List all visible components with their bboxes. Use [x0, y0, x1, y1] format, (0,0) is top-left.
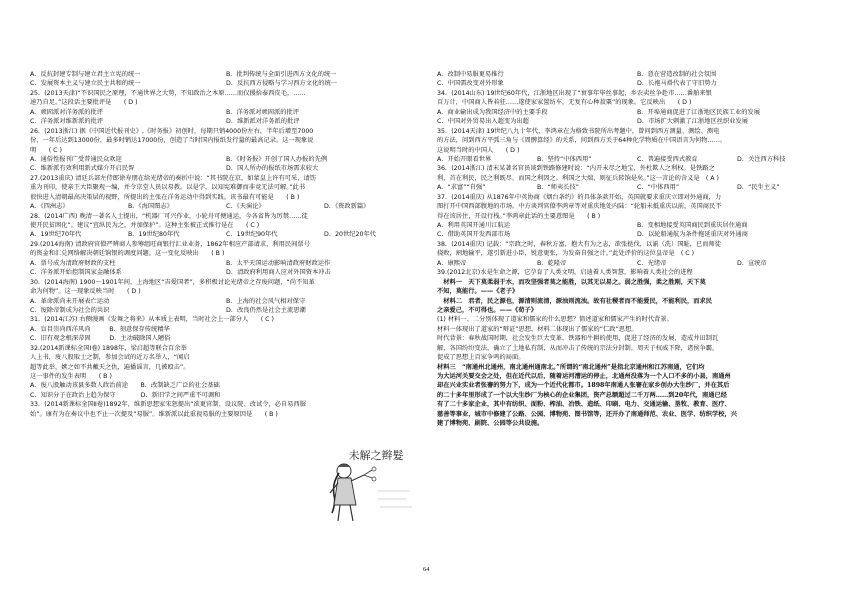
option-d: D．关注西方科技 [737, 155, 786, 163]
text-line: (1) 材料一、二分别体现了道家和儒家的什么思想？简述道家和儒家产生的时代背景。 [437, 316, 673, 324]
option-d: D．宣统帝 [737, 259, 767, 267]
cartoon-figure-icon [318, 443, 418, 529]
option-a: C．中国需改变对外形象 [437, 80, 504, 88]
options-row [437, 79, 837, 88]
text-line: A．废八股触动该县多数人政治前途 B．改制缺乏广泛的社会基础 [30, 382, 220, 390]
text-line: 33．(2014新课标全国Ⅱ卷)1892年，维新思想家宋恕提出“欲更官制、设议院、改试令，必自易西服 [30, 401, 306, 409]
options-row [437, 155, 837, 164]
option-a: A．19世纪70年代 [30, 231, 82, 239]
text-line: 这一事件的发生表明 ( B ) [30, 373, 112, 380]
option-c: C．“中体西用” [637, 184, 680, 192]
options-row [30, 70, 422, 79]
text-line: 32.(2014新课标全国Ⅰ卷) 1898年，梁启超等联合百余举 [30, 344, 187, 352]
text-line: 材料二 君者，民之源也，源清则流清，源浊则流浊。故有社稷者而不能爱民，不能利民，而求民 [437, 297, 712, 305]
text-line: 这说明当时的中国人 ( D ) [437, 146, 520, 154]
option-b: D．反抗西方侵略与学习西方文化的统一 [226, 80, 338, 88]
text-line: 利，首在利民，民之利既尽，而国之利因之。利国之大端，则征兵转饷是矣。”这一言论的含义是 ( A ) [437, 174, 719, 182]
text-line: 材料三 “南通州北通州，南北通州通南北。”所谓的“南北通州”是指北京通州和江苏南通，它们均 [437, 363, 705, 371]
options-row [30, 117, 422, 126]
option-a: A．商业输出成为我国经济中的主要手段 [437, 108, 548, 116]
text-line: 27.(2013重庆) 清廷兵部左侍郎徐寿朋在给光绪帝的奏折中说：“其书院在京，如蒙皇上许有可采，请饬 [30, 174, 316, 182]
option-a: C．废除帝制成为社会的共识 [30, 306, 110, 314]
option-a: A．康熙帝 [437, 259, 467, 267]
text-line: 使开民贫困化”。建议“宜纵民为之，并加保护”。这种主张被正式推行是在 ( C ) [30, 222, 260, 229]
text-line: 命为何物”。这一现象反映当时 ( D ) [30, 288, 141, 296]
text-line: 28．(2014广西) 晚清一著名人士提出，“机器厂可兴作业，小轮舟可便通运，今各省皆为厉禁……徒 [30, 212, 308, 220]
text-line: 31．(2014江苏) 右侧漫画《发舞之将来》从本质上表明，当时社会上一部分人 ( C ) [30, 316, 274, 324]
options-row [30, 259, 422, 268]
text-line: 38．(2014重庆) 记载：“宗政之时，春秋方富，抱大有为之志，欲张挞伐，以湔（洗）国耻，已而师徒 [437, 240, 721, 248]
right-column [437, 70, 837, 429]
text-line: 26．(2013浙江) 据《中国近代报刊史》,《时务报》初创时，每期只销4000份左右，半年后增至7000 [30, 127, 314, 135]
option-a: A．革命派尚未开展表亡运动 [30, 297, 110, 305]
option-b: B．开埠通商促进了江浙地区民族工业的发展 [637, 108, 761, 116]
options-row [437, 221, 837, 230]
left-column [30, 70, 422, 419]
options-row [437, 183, 837, 192]
option-b: B．《时务报》开创了国人办报的先例 [226, 155, 328, 163]
option-d: D．《资政新篇》 [324, 203, 370, 211]
options-row [437, 70, 837, 79]
options-row [30, 230, 422, 239]
option-b: D．市场扩大刺激了江浙地区丝织业发展 [637, 118, 749, 126]
option-b: B．意在营造改制的社会氛围 [637, 71, 717, 78]
text-line: 39.(2012北京)水是生命之源，它孕育了人类文明，启迪着人类智慧，影响着人类社会的进程 [437, 269, 693, 277]
options-row [30, 297, 422, 306]
option-d: D．20世纪20年代 [324, 231, 376, 239]
option-b: B．19世纪80年代 [128, 231, 180, 239]
text-line: 超等此举，嫉之如不共戴天之仇，遍播谣言，几被殴击”。 [30, 363, 190, 371]
option-b: D．国人所办的报纸市场需求较大 [226, 165, 319, 173]
option-a: C．发展资本主义与建立民主共和的统一 [30, 80, 141, 88]
text-line: 材料一 天下莫柔弱于水，而攻坚强者莫之能胜，以其无以易之。弱之胜强，柔之胜刚，天下莫 [437, 278, 706, 286]
option-a: A．“求富”“自强” [437, 184, 486, 192]
option-c: C．光绪帝 [637, 259, 667, 267]
text-line: 34．(2014山东) 19世纪60年代，江浙地区出现了“衰事年毕丝事起，乡农卖丝争赴市……番舶来银 [437, 89, 712, 97]
options-row [30, 79, 422, 88]
text-line: 图打开中国西部腹地的市场。中方谈判官僚李鸿章等对重庆地处内陆：“轮船未抵重庆以前，英国商民不 [437, 203, 722, 211]
option-d: D．“民生主义” [737, 184, 780, 192]
option-a: C．洋务派开始控制国家金融体系 [30, 269, 122, 277]
option-c: C．19世纪90年代 [226, 231, 278, 239]
text-line: 25．(2013天津)“不识国民之原理，不通世界之大势，不知政治之本原……而仅援拾泰西皮毛，…… [30, 89, 306, 97]
option-a: A．顽固派对洋务派的批评 [30, 108, 104, 116]
page-number: 64 [423, 566, 430, 573]
text-line: 却在兴业实业者张謇的努力下，成为一个近代化都市。1898年南通人张謇在家乡创办大生纱厂，并在其后 [437, 382, 730, 390]
text-line: 速乃自足。”这段话主要批评是 ( D ) [30, 99, 138, 107]
text-line: 得在该居住，开设行栈。”李鸿章此话的主要意图是 ( B ) [437, 212, 601, 220]
option-b: B．坚持“中体西用” [537, 155, 592, 163]
text-line: 促成了思想上百家争鸣的局面。 [437, 354, 525, 362]
options-row [30, 268, 422, 277]
text-line: 有了二十多家企业，其中有纺织、面粉、榨油、冶铁、造纸、印刷、电力、交通运输、垦牧、教育、医疗、 [437, 401, 731, 409]
text-line: C．知识分子在政治上趋为保守 D．新旧学之间严重不可调和 [30, 391, 221, 399]
text-line: A．盲目崇尚西洋风尚 B．刻意保存传统精华 [30, 325, 170, 333]
text-line: 的方法，问到西方平弧三角与《周髀算经》的关系，问到西方关于64种化学物质在中国语言为何物……。 [437, 137, 727, 145]
option-a: C．洋务派对维新派的批评 [30, 118, 104, 126]
text-line: 慈善等事业，城市中修建了公路、公园、博物苑、图书馆等，还开办了南通师范、农业、医学、纺织学校，兴 [437, 410, 737, 418]
option-b: B．乾隆帝 [537, 259, 567, 267]
option-a: A．开始开眼看世界 [437, 155, 492, 163]
text-line: 30．(2014海南) 1900～1901年间，上海地区“吉爱国者”，多积极讨论光绪帝之存废问题，“尚不知革 [30, 278, 315, 286]
text-line: 36．(2014浙江) 清末某著名官员谈到铁路修建时说：“内开未尽之地宝，外杜欺人之利权。是铁路之 [437, 165, 715, 173]
text-line: C．旧有观念根深蒂固 D．主动破除国人陋俗 [30, 335, 171, 343]
option-a: A．《四洲志》 [30, 203, 69, 211]
cartoon-title: 未解之辫髮 [348, 449, 404, 462]
option-a: C．借助英国开发西部市场 [437, 231, 511, 239]
options-row [30, 306, 422, 315]
text-line: 解，各国纷纷变法，确立了土地私有制，从而冲击了传统的宗法分封制。周天子权威下降，诸侯争霸， [437, 344, 719, 352]
option-b: D．以轮船通航为条件拖延重庆对外通商 [637, 231, 749, 239]
option-a: C．维新派有效利用新式媒介开启民智 [30, 165, 135, 173]
option-b: D．清政府利用商人应对外国资本冲击 [226, 269, 331, 277]
option-b: D．长袍马褂代表了守旧势力 [637, 80, 717, 88]
option-b: B．太平天国运动影响清政府财政运作 [226, 259, 331, 267]
text-line: 的资金和汇兑网络解决朝廷饷银的调度问题。这一变化反映出 ( B ) [30, 250, 225, 258]
text-line: 份，一年后达到13000份，最多时销达17000份，创造了当时国内报纸发行量的最高记录。这一现象说 [30, 137, 314, 145]
text-line: 的二十多年里形成了一个以大生纱厂为核心的企业集团，资产总额超过二千万两……到20年代，南通已经 [437, 391, 727, 399]
text-line: 37．(2014重庆) 从1876年中英协商《烟台条约》的具体条款开始，英国就要求重庆立即对外通商，力 [437, 193, 722, 201]
options-row [437, 259, 837, 268]
text-line: 不知，莫能行。——《老子》 [437, 288, 519, 296]
text-line: 重为刊印，使亲王大臣聚观一编，并令京堂人员以易教。以是学，以知宪难御而非竞无法可解。”此书 [30, 184, 306, 192]
option-a: A．票号成为清政府财政的支柱 [30, 259, 116, 267]
options-row [30, 155, 422, 164]
option-b: B．《海国图志》 [128, 203, 173, 211]
text-line: 人上书，废八股取士之制，参加会试的近万名举人，“闻启 [30, 354, 190, 362]
option-c: C．《天演论》 [226, 203, 265, 211]
text-line: 材料一体现出了道家的“辩证”思想，材料二体现出了儒家的“仁政”思想。 [437, 325, 638, 333]
option-b: B．上海的社会风气相对保守 [226, 297, 306, 305]
text-line: 建了博物苑、剧院、公园等公共设施。 [437, 420, 544, 428]
option-b: B．“师夷长技” [537, 184, 580, 192]
option-a: A．通俗性报刊广受普通民众欢迎 [30, 155, 122, 163]
options-row [30, 202, 422, 211]
text-line: 为大运河关要交会之处，但在近代以后，随着运河漕运的停止，北通州没落为一个人口不多的小县，南通州 [437, 373, 731, 380]
text-line: 29.(2014海南) 清政府官僚严辨商人参筹组旺商银行汇业业务，1862年相应产部请求，利用民间票号 [30, 240, 310, 248]
option-a: A．反抗封建专制与建立君主立宪的统一 [30, 71, 141, 78]
text-line: 明 ( C ) [30, 146, 62, 154]
text-line: 始”。康有为在奏议中也不止一次提及“易服”。维新派以此重视易服的主要原因是 ( B ) [30, 410, 278, 418]
text-line: 之亲爱己，不可得也。——《荀子》 [437, 306, 537, 314]
options-row [437, 117, 837, 126]
option-b: B．洋务派对顽固派的批评 [226, 108, 300, 116]
text-line: 挠败，割地输平，遂引新进小臣，锐意更张，为发奋自强之计。”此处评价的这位皇帝是 ( C ) [437, 250, 695, 258]
text-line: 百万计，中国商人皆若狂……遂使家家置纺车，无复有心种菽粟”的现象。它反映出 ( D ) [437, 99, 692, 107]
options-row [437, 108, 837, 117]
option-b: D．改良仍然是社会主流思潮 [226, 306, 306, 314]
option-b: B．批判传统与全面引进西方文化的统一 [226, 71, 337, 78]
text-line: 时代背景：春秋战国时期，社会发生巨大变革，铁器和牛耕的使用，促进了经济的发展，造成井田制瓦 [437, 335, 719, 343]
option-a: A．利用英国开通川江航运 [437, 222, 511, 229]
option-b: B．变相地接受英国商民到重庆居住通商 [637, 222, 748, 229]
text-line: 35．(2014天津) 19世纪八九十年代，李鸿章在为格致书院所出考题中，曾问到西方测量、测绘、测电 [437, 127, 720, 135]
options-row [437, 230, 837, 239]
options-row [30, 108, 422, 117]
option-b: D．维新派对洋务派的批评 [226, 118, 300, 126]
text-line: 很快进入清朝最高决策层的视野，所提出的主张在洋务运动中得到实践。该书最有可能是 ( B ) [30, 193, 300, 201]
option-a: C．中国对外贸易出入超变为出超 [437, 118, 529, 126]
option-c: C．普遍接受西式教育 [637, 155, 698, 163]
options-row [30, 164, 422, 173]
option-a: A．改制中易服更易推行 [437, 71, 504, 78]
